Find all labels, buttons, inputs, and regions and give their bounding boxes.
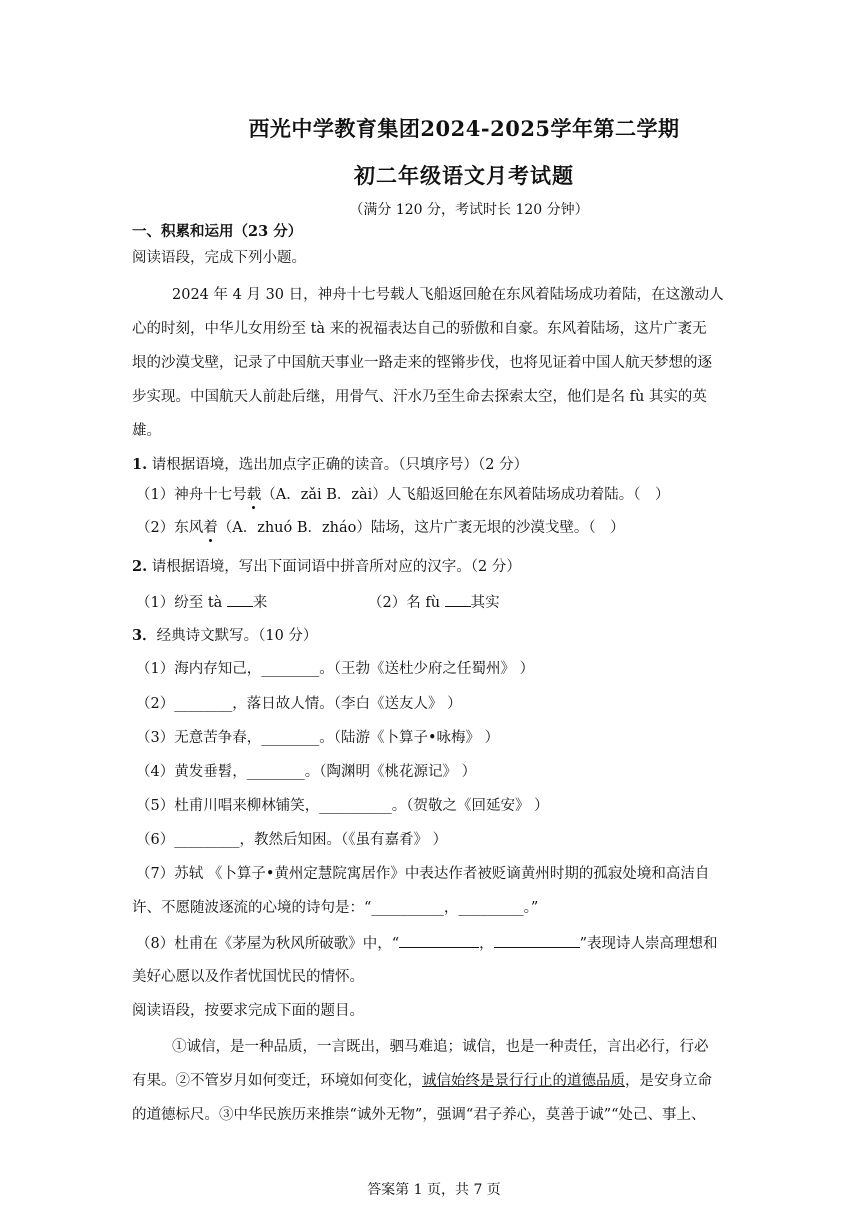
item-text: 其实 bbox=[470, 595, 500, 611]
item-text: （1）神舟十七号 bbox=[136, 487, 247, 503]
passage-line bbox=[132, 1071, 712, 1091]
passage-line: 的道德标尺。③中华民族历来推崇“诚外无物”，强调“君子养心，莫善于诚”“处己、事上、 bbox=[132, 1107, 706, 1123]
passage-line: 雄。 bbox=[132, 423, 161, 439]
question-3-item: （3）无意苦争春，________。（陆游《卜算子•咏梅》 ） bbox=[136, 730, 500, 746]
question-3-stem bbox=[132, 626, 317, 646]
section-heading: 一、积累和运用（23 分） bbox=[132, 223, 303, 240]
item-text: （A．zhuó B．zháo）陆场，这片广袤无垠的沙漠戈壁。（ ） bbox=[217, 520, 625, 536]
page-footer: 答案第 1 页，共 7 页 bbox=[367, 1182, 501, 1198]
answer-blank[interactable] bbox=[494, 933, 580, 948]
question-2-stem bbox=[132, 557, 521, 577]
question-3-item-7-line: （7）苏轼 《卜算子•黄州定慧院寓居作》中表达作者被贬谪黄州时期的孤寂处境和高洁自 bbox=[136, 866, 710, 882]
item-text: （1）纷至 tà bbox=[136, 595, 227, 611]
dotted-char: 着 bbox=[203, 520, 218, 536]
underlined-sentence: 诚信始终是景行行止的道德品质 bbox=[422, 1073, 625, 1089]
question-number: 3． bbox=[132, 627, 157, 644]
question-3-item: （6）_________，教然后知困。（《虽有嘉肴》 ） bbox=[136, 832, 448, 848]
passage-line: 步实现。中国航天人前赴后继，用骨气、汗水乃至生命去探索太空，他们是名 fù 其实的英 bbox=[132, 389, 707, 405]
question-3-item: （2）________，落日故人情。（李白《送友人》 ） bbox=[136, 696, 462, 712]
item-text: （2）东风 bbox=[136, 520, 204, 536]
passage-text: 有果。②不管岁月如何变迁，环境如何变化， bbox=[132, 1073, 422, 1089]
question-number: 1. bbox=[132, 456, 148, 473]
question-3-item-8-line bbox=[136, 933, 718, 954]
question-3-item: （1）海内存知己，________。（王勃《送杜少府之任蜀州》 ） bbox=[136, 661, 535, 677]
item-text: （8）杜甫在《茅屋为秋风所破歌》中，“ bbox=[136, 936, 400, 952]
passage-line: ①诚信，是一种品质，一言既出，驷马难追；诚信，也是一种责任，言出必行，行必 bbox=[172, 1039, 709, 1055]
section-intro: 阅读语段，按要求完成下面的题目。 bbox=[132, 1003, 364, 1019]
item-text: 来 bbox=[252, 595, 268, 611]
passage-text: ，是安身立命 bbox=[625, 1073, 712, 1089]
question-text: 请根据语境，写出下面词语中拼音所对应的汉字。（2 分） bbox=[151, 559, 521, 575]
exam-title: 西光中学教育集团2024-2025学年第二学期 bbox=[248, 116, 680, 141]
question-1-item-1 bbox=[136, 485, 670, 505]
passage-line: 垠的沙漠戈壁，记录了中国航天事业一路走来的铿锵步伐，也将见证着中国人航天梦想的逐 bbox=[132, 355, 712, 371]
question-number: 2. bbox=[132, 558, 148, 575]
question-3-item: （5）杜甫川唱来柳林铺笑，__________。（贺敬之《回延安》 ） bbox=[136, 798, 549, 814]
question-3-item-7-line: 许、不愿随波逐流的心境的诗句是：“__________，_________。” bbox=[132, 900, 539, 916]
dotted-char: 载 bbox=[246, 487, 262, 503]
passage-line: 心的时刻，中华儿女用纷至 tà 来的祝福表达自己的骄傲和自豪。东风着陆场，这片广袤无 bbox=[132, 321, 707, 337]
item-text: （2）名 fù bbox=[368, 595, 445, 611]
question-1-stem bbox=[132, 455, 528, 475]
item-text: ， bbox=[479, 936, 494, 952]
question-text: 经典诗文默写。（10 分） bbox=[156, 628, 318, 644]
item-text: ”表现诗人崇高理想和 bbox=[579, 936, 718, 952]
question-2-item-2 bbox=[368, 592, 500, 613]
answer-blank[interactable] bbox=[399, 933, 479, 948]
answer-blank[interactable] bbox=[227, 592, 253, 607]
answer-blank[interactable] bbox=[445, 592, 471, 607]
exam-subject-title: 初二年级语文月考试题 bbox=[354, 163, 574, 188]
question-3-item-8-line: 美好心愿以及作者忧国忧民的情怀。 bbox=[132, 969, 364, 985]
section-intro: 阅读语段，完成下列小题。 bbox=[132, 250, 306, 266]
item-text: （A．zǎi B．zài）人飞船返回舱在东风着陆场成功着陆。（ ） bbox=[261, 487, 670, 503]
question-3-item: （4）黄发垂髫，________。（陶渊明《桃花源记》 ） bbox=[136, 764, 477, 780]
question-1-item-2 bbox=[136, 518, 625, 538]
question-2-item-1 bbox=[136, 592, 267, 613]
exam-score-time-note: （满分 120 分，考试时长 120 分钟） bbox=[349, 202, 589, 218]
passage-line: 2024 年 4 月 30 日，神舟十七号载人飞船返回舱在东风着陆场成功着陆，在这激动人 bbox=[172, 287, 724, 303]
question-text: 请根据语境，选出加点字正确的读音。（只填序号）（2 分） bbox=[151, 457, 529, 473]
